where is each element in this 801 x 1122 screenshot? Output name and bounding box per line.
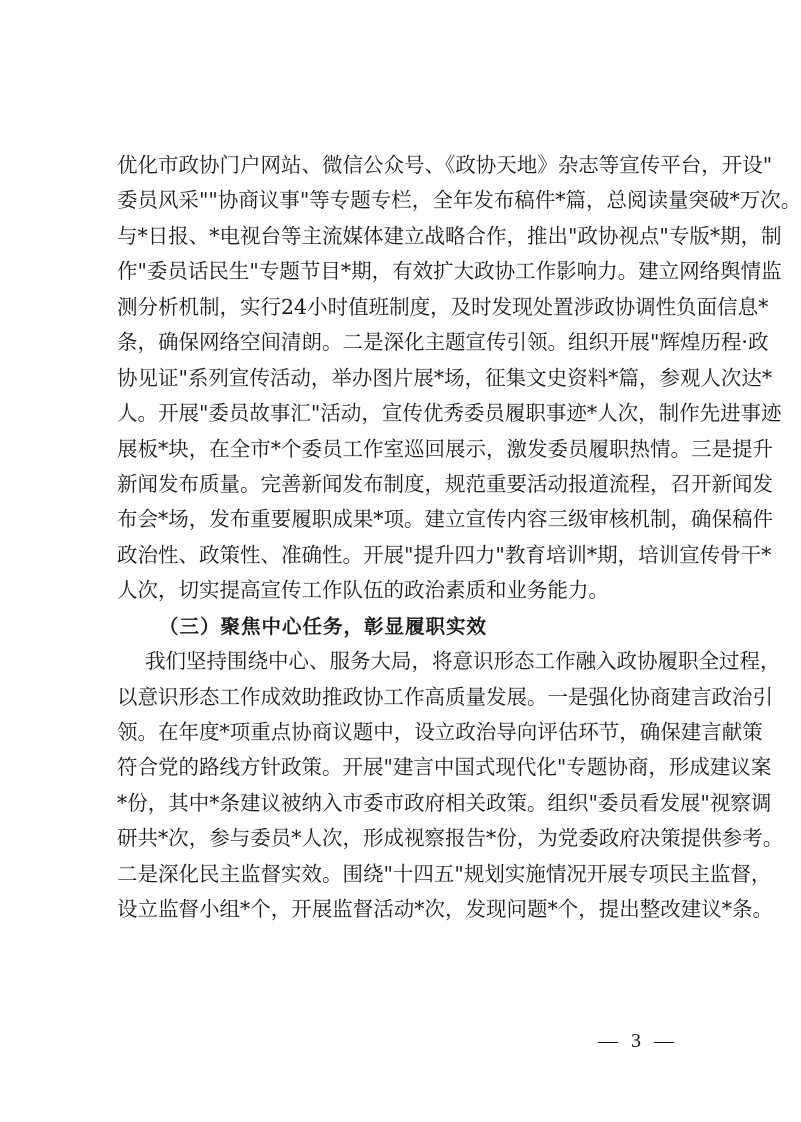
text-line: 二是深化民主监督实效。围绕"十四五"规划实施情况开展专项民主监督， <box>117 861 772 886</box>
text-line: 协见证"系列宣传活动，举办图片展*场，征集文史资料*篇，参观人次达* <box>117 365 773 390</box>
section-heading: （三）聚焦中心任务，彰显履职实效 <box>159 614 488 638</box>
text-line: 领。在年度*项重点协商议题中，设立政治导向评估环节，确保建言献策 <box>117 720 763 744</box>
text-line: 与*日报、*电视台等主流媒体建立战略合作，推出"政协视点"专版*期，制 <box>117 223 782 248</box>
text-line: 政治性、政策性、准确性。开展"提升四力"教育培训*期，培训宣传骨干* <box>117 542 772 567</box>
text-line: 人。开展"委员故事汇"活动，宣传优秀委员履职事迹*人次，制作先进事迹 <box>117 401 782 426</box>
text-line: *份，其中*条建议被纳入市委市政府相关政策。组织"委员看发展"视察调 <box>117 790 772 815</box>
page-number: — 3 — <box>598 1030 678 1052</box>
document-body <box>117 148 801 928</box>
text-line: 测分析机制，实行24小时值班制度，及时发现处置涉政协调性负面信息* <box>117 294 769 319</box>
text-line: 以意识形态工作成效助推政协工作高质量发展。一是强化协商建言政治引 <box>117 684 773 709</box>
text-line: 作"委员话民生"专题节目*期，有效扩大政协工作影响力。建立网络舆情监 <box>117 259 782 284</box>
text-line: 委员风采""协商议事"等专题专栏，全年发布稿件*篇，总阅读量突破*万次。 <box>117 188 801 213</box>
text-line: 设立监督小组*个，开展监督活动*次，发现问题*个，提出整改建议*条。 <box>117 897 773 922</box>
text-line: 研共*次，参与委员*人次，形成视察报告*份，为党委政府决策提供参考。 <box>117 826 784 851</box>
text-line: 优化市政协门户网站、微信公众号、《政协天地》杂志等宣传平台，开设" <box>117 153 773 177</box>
text-line: 我们坚持围绕中心、服务大局，将意识形态工作融入政协履职全过程， <box>145 649 781 674</box>
paragraph <box>117 644 784 928</box>
text-line: 人次，切实提高宣传工作队伍的政治素质和业务能力。 <box>117 578 609 603</box>
text-line: 展板*块，在全市*个委员工作室巡回展示，激发委员履职热情。三是提升 <box>117 436 773 461</box>
text-line: 布会*场，发布重要履职成果*项。建立宣传内容三级审核机制，确保稿件 <box>117 507 773 532</box>
text-line: 符合党的路线方针政策。开展"建言中国式现代化"专题协商，形成建议案 <box>117 755 772 780</box>
text-line: 新闻发布质量。完善新闻发布制度，规范重要活动报道流程，召开新闻发 <box>117 471 773 496</box>
paragraph-continued <box>117 148 801 609</box>
text-line: 条，确保网络空间清朗。二是深化主题宣传引领。组织开展"辉煌历程·政 <box>117 330 769 355</box>
